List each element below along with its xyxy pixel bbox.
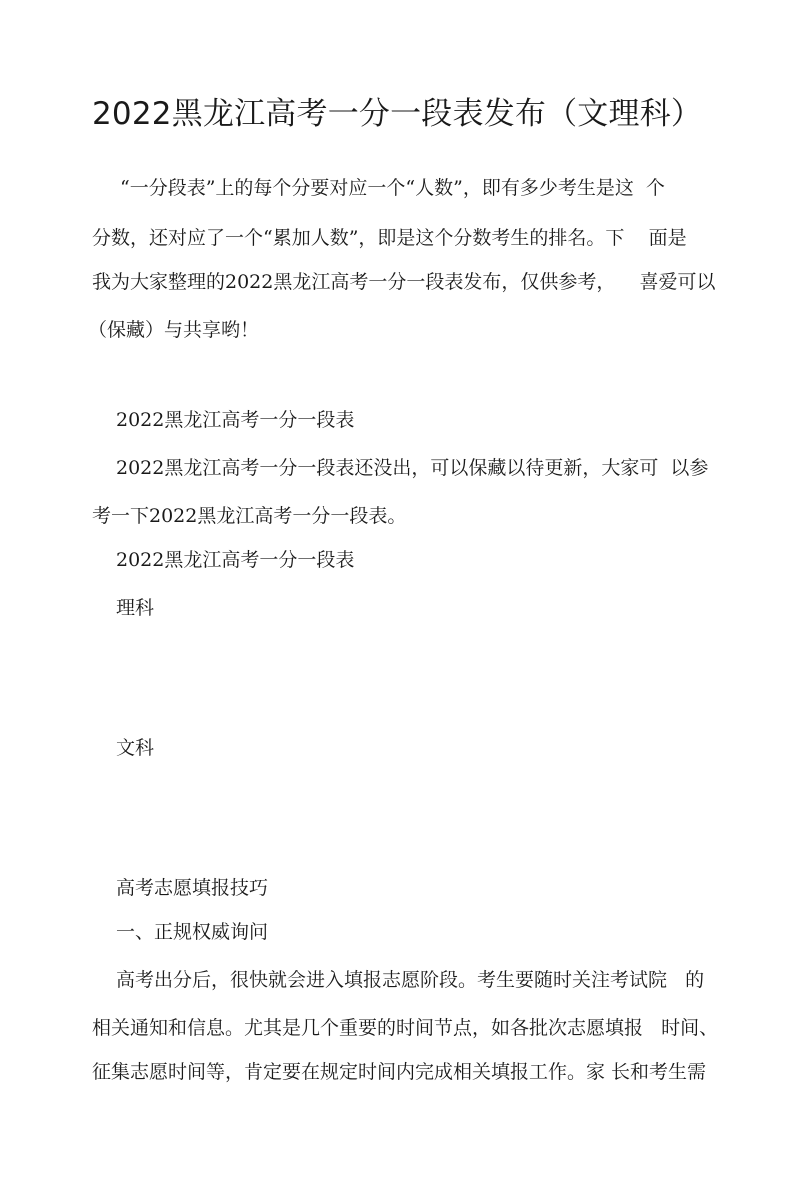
tips-heading: 高考志愿填报技巧 xyxy=(116,877,269,899)
intro-line-2: 分数，还对应了一个“累加人数”，即是这个分数考生的排名。下 面是 xyxy=(92,227,687,249)
section-heading-1: 2022黑龙江高考一分一段表 xyxy=(116,409,355,431)
intro-line-1: “一分段表”上的每个分要对应一个“人数”，即有多少考生是这 个 xyxy=(120,177,665,199)
note-line-2: 考一下2022黑龙江高考一分一段表。 xyxy=(92,505,407,527)
intro-line-4: （保藏）与共享哟！ xyxy=(88,319,260,341)
note-line-1: 2022黑龙江高考一分一段表还没出，可以保藏以待更新，大家可 以参 xyxy=(116,457,709,479)
tip-1-line-1: 高考出分后，很快就会进入填报志愿阶段。考生要随时关注考试院 的 xyxy=(116,969,705,991)
arts-label: 文科 xyxy=(116,737,155,759)
document-title: 2022黑龙江高考一分一段表发布（文理科） xyxy=(92,96,703,132)
section-heading-2: 2022黑龙江高考一分一段表 xyxy=(116,549,355,571)
tip-1-heading: 一、正规权威询问 xyxy=(116,921,269,943)
tip-1-line-2: 相关通知和信息。尤其是几个重要的时间节点，如各批次志愿填报 时间、 xyxy=(92,1017,719,1039)
intro-line-3: 我为大家整理的2022黑龙江高考一分一段表发布，仅供参考， 喜爱可以 xyxy=(92,271,716,293)
tip-1-line-3: 征集志愿时间等，肯定要在规定时间内完成相关填报工作。家 长和考生需 xyxy=(92,1061,707,1083)
science-label: 理科 xyxy=(116,597,155,619)
